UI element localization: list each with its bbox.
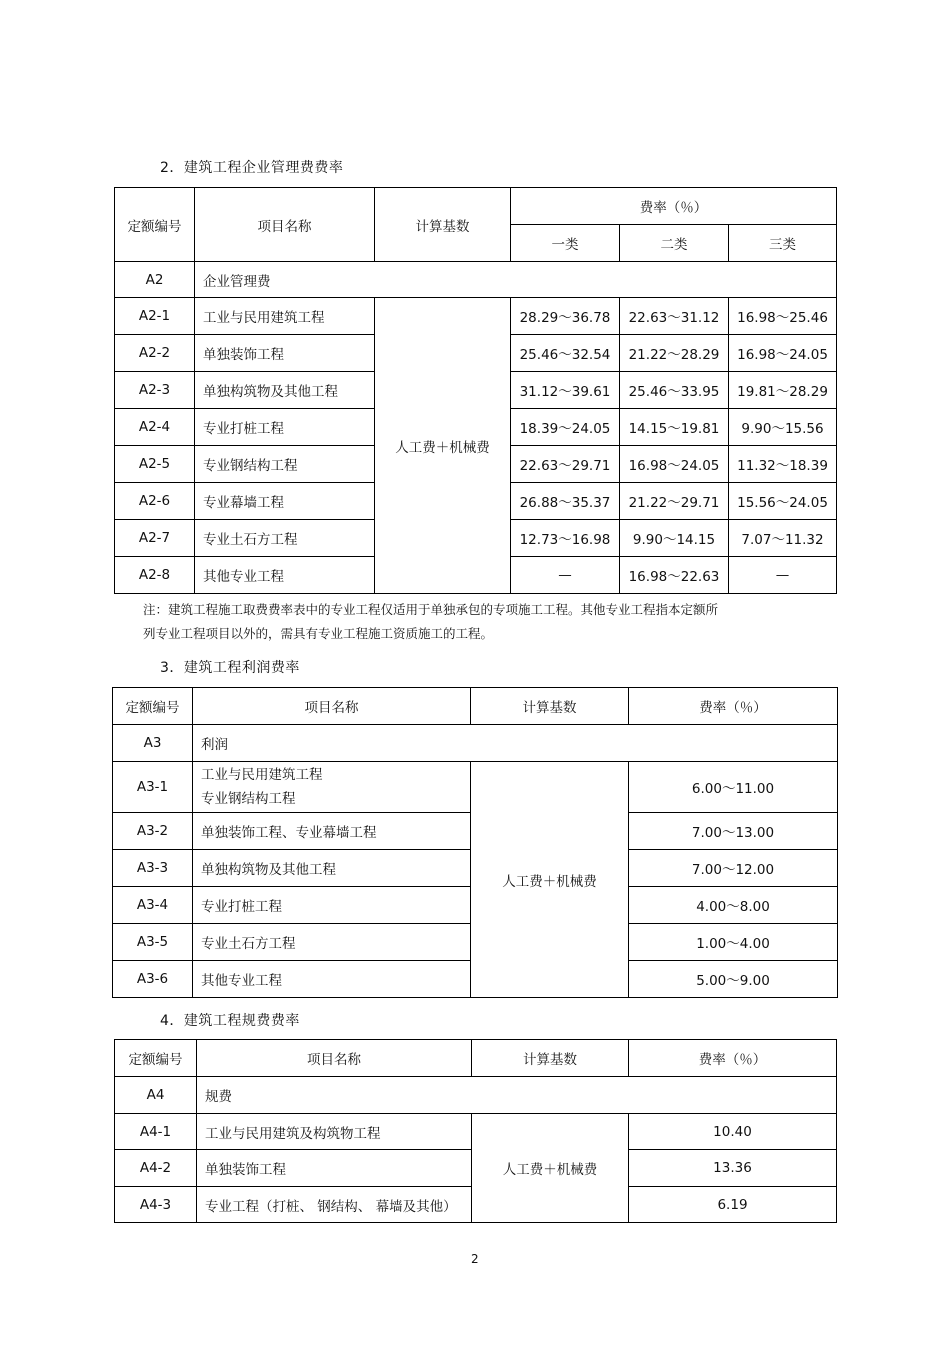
header-name: 项目名称: [193, 688, 471, 725]
table-row: [115, 1114, 837, 1150]
header-class-2: 二类: [620, 225, 729, 262]
profit-table: [112, 687, 838, 998]
header-name: 项目名称: [197, 1040, 472, 1077]
row-name: 单独装饰工程: [195, 335, 375, 372]
rate-class-2: 16.98～22.63: [620, 557, 729, 594]
header-class-3: 三类: [729, 225, 837, 262]
row-name: 专业打桩工程: [193, 887, 471, 924]
table-row: [115, 298, 837, 335]
note-line-1: 注：建筑工程施工取费费率表中的专业工程仅适用于单独承包的专项施工工程。其他专业工程指本定额所: [143, 602, 719, 617]
row-code: A3-1: [113, 762, 193, 813]
row-rate: 6.00～11.00: [629, 762, 838, 813]
row-name: 工业与民用建筑工程: [195, 298, 375, 335]
rate-class-1: 31.12～39.61: [511, 372, 620, 409]
row-name: 专业钢结构工程: [195, 446, 375, 483]
row-code: A3-2: [113, 813, 193, 850]
row-name-line-2: 专业钢结构工程: [201, 791, 296, 807]
calc-base: 人工费＋机械费: [375, 298, 511, 594]
rate-class-1: 25.46～32.54: [511, 335, 620, 372]
section3-title: 3．建筑工程利润费率: [160, 660, 300, 676]
rate-class-1: 18.39～24.05: [511, 409, 620, 446]
row-name: 单独装饰工程、专业幕墙工程: [193, 813, 471, 850]
rate-class-1: 12.73～16.98: [511, 520, 620, 557]
row-name: 专业打桩工程: [195, 409, 375, 446]
header-base: 计算基数: [472, 1040, 629, 1077]
row-code: A3-6: [113, 961, 193, 998]
rate-class-3: 15.56～24.05: [729, 483, 837, 520]
rate-class-1: 28.29～36.78: [511, 298, 620, 335]
row-name: 其他专业工程: [193, 961, 471, 998]
group-name: 企业管理费: [195, 262, 837, 298]
rate-class-3: 7.07～11.32: [729, 520, 837, 557]
note: [143, 598, 718, 646]
row-rate: 1.00～4.00: [629, 924, 838, 961]
row-code: A2-6: [115, 483, 195, 520]
rate-class-2: 14.15～19.81: [620, 409, 729, 446]
rate-class-3: 19.81～28.29: [729, 372, 837, 409]
regulatory-fee-table: [114, 1039, 837, 1223]
rate-class-3: —: [729, 557, 837, 594]
group-name: 利润: [193, 725, 838, 762]
header-base: 计算基数: [471, 688, 629, 725]
row-name: 单独构筑物及其他工程: [195, 372, 375, 409]
row-code: A4-3: [115, 1187, 197, 1223]
calc-base: 人工费＋机械费: [471, 762, 629, 998]
rate-class-3: 16.98～25.46: [729, 298, 837, 335]
rate-class-2: 16.98～24.05: [620, 446, 729, 483]
row-code: A2-1: [115, 298, 195, 335]
calc-base: 人工费＋机械费: [472, 1114, 629, 1223]
row-code: A3-3: [113, 850, 193, 887]
rate-class-2: 9.90～14.15: [620, 520, 729, 557]
table-row: [113, 762, 838, 813]
rate-class-2: 21.22～29.71: [620, 483, 729, 520]
row-name: [193, 762, 471, 813]
header-base: 计算基数: [375, 188, 511, 262]
rate-class-3: 11.32～18.39: [729, 446, 837, 483]
page-number: 2: [471, 1252, 479, 1266]
row-code: A4-1: [115, 1114, 197, 1150]
group-code: A4: [115, 1077, 197, 1114]
section4-title: 4．建筑工程规费费率: [160, 1013, 300, 1029]
row-name: 专业工程（打桩、 钢结构、 幕墙及其他）: [197, 1187, 472, 1223]
row-rate: 10.40: [629, 1114, 837, 1150]
header-rate: 费率（％）: [629, 688, 838, 725]
management-fee-table: [114, 187, 837, 594]
rate-class-1: 22.63～29.71: [511, 446, 620, 483]
rate-class-1: 26.88～35.37: [511, 483, 620, 520]
section2-title: 2．建筑工程企业管理费费率: [160, 160, 344, 176]
row-name: 专业土石方工程: [195, 520, 375, 557]
row-name: 专业幕墙工程: [195, 483, 375, 520]
header-code: 定额编号: [115, 1040, 197, 1077]
header-code: 定额编号: [115, 188, 195, 262]
row-name: 工业与民用建筑及构筑物工程: [197, 1114, 472, 1150]
row-name: 其他专业工程: [195, 557, 375, 594]
row-code: A2-4: [115, 409, 195, 446]
row-rate: 4.00～8.00: [629, 887, 838, 924]
row-code: A2-5: [115, 446, 195, 483]
row-code: A2-7: [115, 520, 195, 557]
header-class-1: 一类: [511, 225, 620, 262]
header-code: 定额编号: [113, 688, 193, 725]
row-name: 单独构筑物及其他工程: [193, 850, 471, 887]
row-rate: 7.00～12.00: [629, 850, 838, 887]
row-code: A2-3: [115, 372, 195, 409]
row-rate: 5.00～9.00: [629, 961, 838, 998]
row-rate: 13.36: [629, 1150, 837, 1187]
header-rate: 费率（％）: [629, 1040, 837, 1077]
row-code: A4-2: [115, 1150, 197, 1187]
rate-class-3: 9.90～15.56: [729, 409, 837, 446]
row-rate: 7.00～13.00: [629, 813, 838, 850]
rate-class-2: 25.46～33.95: [620, 372, 729, 409]
header-rate: 费率（％）: [511, 188, 837, 225]
row-name-line-1: 工业与民用建筑工程: [201, 767, 323, 783]
row-name: 单独装饰工程: [197, 1150, 472, 1187]
rate-class-2: 22.63～31.12: [620, 298, 729, 335]
group-code: A3: [113, 725, 193, 762]
rate-class-1: —: [511, 557, 620, 594]
row-code: A2-8: [115, 557, 195, 594]
group-code: A2: [115, 262, 195, 298]
header-name: 项目名称: [195, 188, 375, 262]
note-line-2: 列专业工程项目以外的，需具有专业工程施工资质施工的工程。: [143, 626, 494, 641]
row-code: A3-4: [113, 887, 193, 924]
rate-class-2: 21.22～28.29: [620, 335, 729, 372]
row-rate: 6.19: [629, 1187, 837, 1223]
row-code: A2-2: [115, 335, 195, 372]
row-name: 专业土石方工程: [193, 924, 471, 961]
row-code: A3-5: [113, 924, 193, 961]
group-name: 规费: [197, 1077, 837, 1114]
rate-class-3: 16.98～24.05: [729, 335, 837, 372]
